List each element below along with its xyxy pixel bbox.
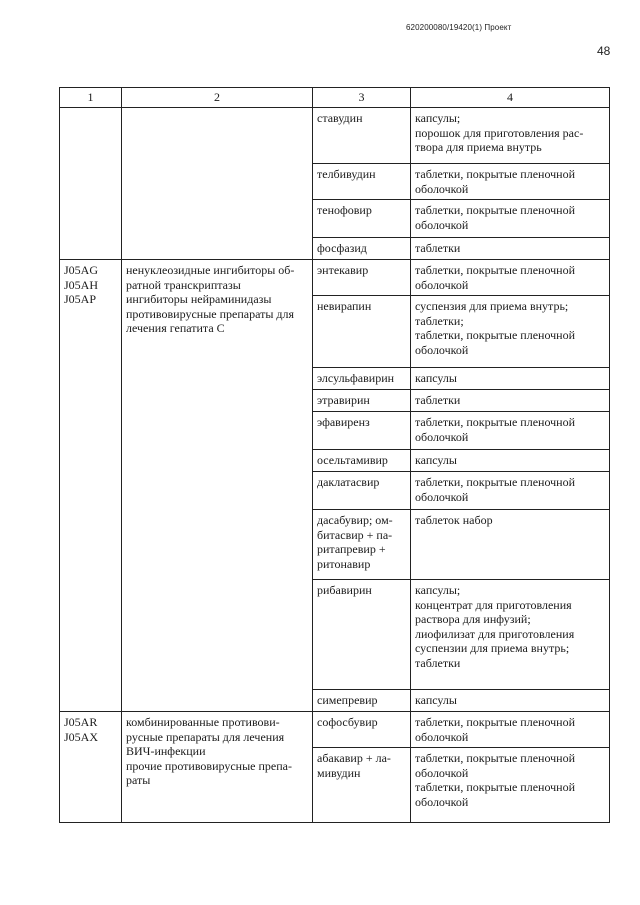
drug-name-cell: этравирин [313,390,411,412]
drug-name-cell: невирапин [313,296,411,368]
dosage-forms-cell: таблетки, покрытые пленочной оболочкой [411,472,610,510]
drug-name-cell: даклатасвир [313,472,411,510]
drug-name-cell: ставудин [313,108,411,164]
dosage-forms-cell: таблетки, покрытые пленочной оболочкой [411,164,610,200]
drug-name-cell: осельтамивир [313,450,411,472]
drug-table [59,87,610,823]
dosage-forms-cell: таблетки, покрытые пленочной оболочкой [411,260,610,296]
dosage-forms-cell: капсулы [411,450,610,472]
table-header-row [60,88,610,108]
dosage-forms-cell: суспензия для приема внутрь; таблетки; таблетки, покрытые пленочной оболочкой [411,296,610,368]
dosage-forms-cell: таблетки [411,238,610,260]
table-row [60,260,610,296]
dosage-forms-cell: таблетки, покрытые пленочной оболочкой [411,712,610,748]
drug-name-cell: софосбувир [313,712,411,748]
dosage-forms-cell: таблетки, покрытые пленочной оболочкой [411,200,610,238]
column-header: 1 [60,88,122,108]
drug-name-cell: телбивудин [313,164,411,200]
column-header: 2 [122,88,313,108]
atc-code-cell [60,108,122,260]
column-header: 3 [313,88,411,108]
dosage-forms-cell: капсулы [411,690,610,712]
drug-name-cell: симепревир [313,690,411,712]
group-description-cell: комбинированные противови- русные препараты для лечения ВИЧ-инфекции прочие противовирусные препа- раты [122,712,313,823]
group-description-cell [122,108,313,260]
document-code: 620200080/19420(1) Проект [406,23,512,32]
dosage-forms-cell: таблетки, покрытые пленочной оболочкой таблетки, покрытые пленочной оболочкой [411,748,610,823]
drug-name-cell: рибавирин [313,580,411,690]
table-row [60,712,610,748]
dosage-forms-cell: таблетки, покрытые пленочной оболочкой [411,412,610,450]
dosage-forms-cell: таблетки [411,390,610,412]
page-number: 48 [597,44,611,58]
column-header: 4 [411,88,610,108]
atc-code-cell: J05AG J05AH J05AP [60,260,122,712]
drug-name-cell: эфавиренз [313,412,411,450]
dosage-forms-cell: капсулы; концентрат для приготовления раствора для инфузий; лиофилизат для приготовления суспензии для приема внутрь; таблетки [411,580,610,690]
dosage-forms-cell: капсулы; порошок для приготовления рас- твора для приема внутрь [411,108,610,164]
group-description-cell: ненуклеозидные ингибиторы об- ратной транскриптазы ингибиторы нейраминидазы противовирусные препараты для лечения гепатита С [122,260,313,712]
drug-name-cell: фосфазид [313,238,411,260]
dosage-forms-cell: таблеток набор [411,510,610,580]
table-row [60,108,610,164]
drug-name-cell: тенофовир [313,200,411,238]
drug-name-cell: энтекавир [313,260,411,296]
atc-code-cell: J05AR J05AX [60,712,122,823]
table-body [60,108,610,823]
dosage-forms-cell: капсулы [411,368,610,390]
drug-name-cell: элсульфавирин [313,368,411,390]
drug-name-cell: дасабувир; ом- битасвир + па- ритапревир + ритонавир [313,510,411,580]
drug-name-cell: абакавир + ла- мивудин [313,748,411,823]
